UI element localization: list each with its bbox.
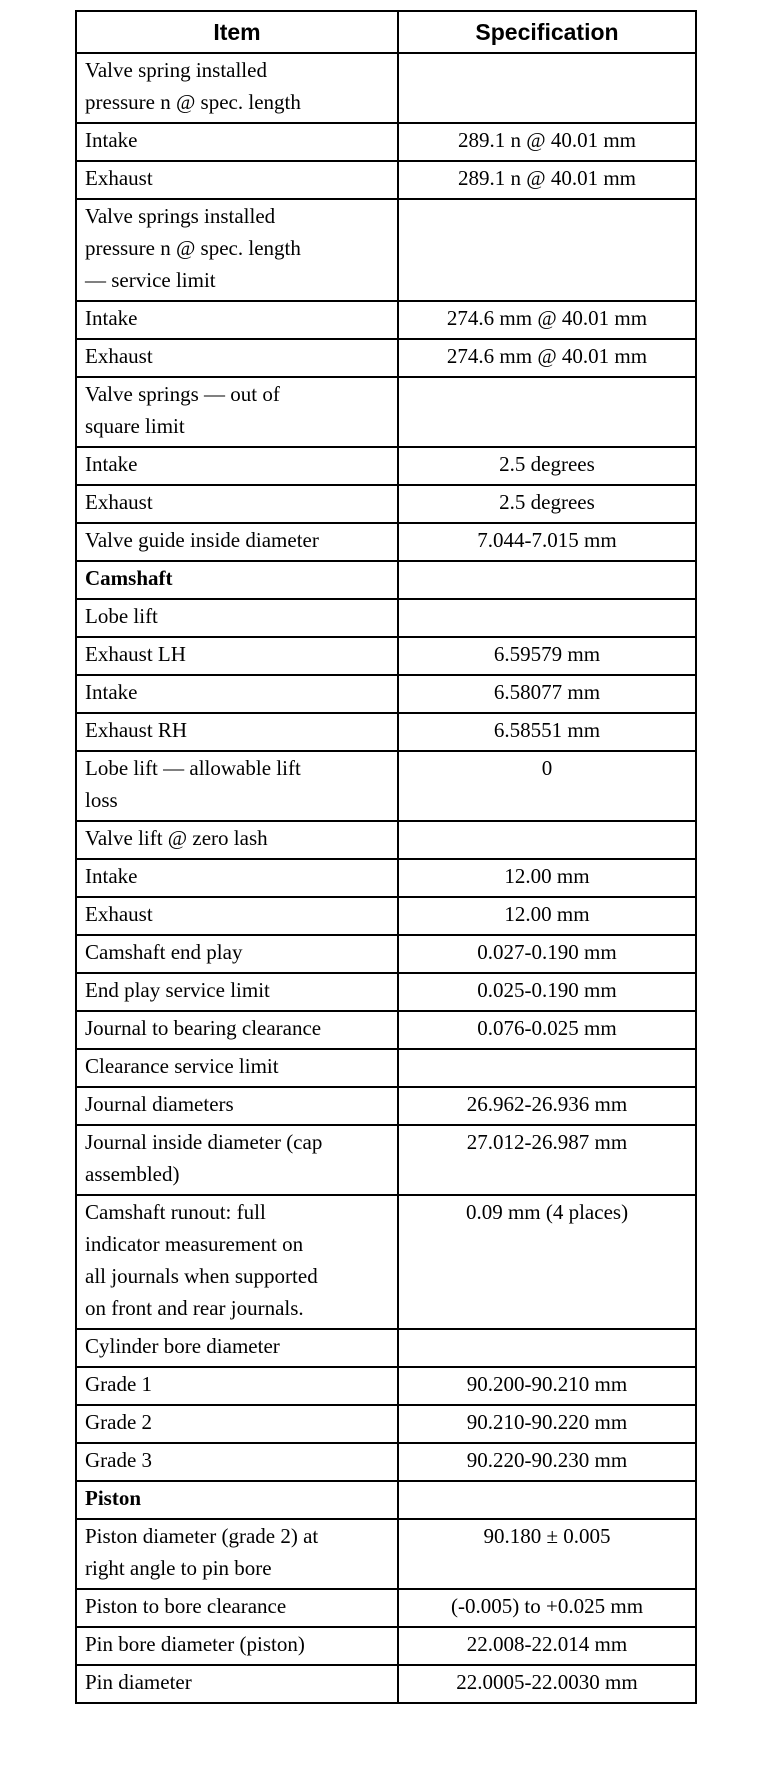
spec-value: 2.5 degrees bbox=[499, 490, 595, 514]
table-row bbox=[76, 1367, 696, 1405]
spec-cell bbox=[398, 1011, 696, 1049]
item-line: right angle to pin bore bbox=[85, 1556, 272, 1580]
table-row bbox=[76, 377, 696, 447]
spec-cell bbox=[398, 713, 696, 751]
item-cell bbox=[76, 973, 398, 1011]
item-line: all journals when supported bbox=[85, 1264, 318, 1288]
spec-cell bbox=[398, 523, 696, 561]
item-cell bbox=[76, 1519, 398, 1589]
spec-value: 26.962-26.936 mm bbox=[466, 1092, 628, 1116]
spec-value: (-0.005) to +0.025 mm bbox=[450, 1594, 644, 1618]
spec-cell bbox=[398, 1589, 696, 1627]
item-line: — service limit bbox=[85, 268, 216, 292]
spec-cell bbox=[398, 1405, 696, 1443]
spec-cell bbox=[398, 1049, 696, 1087]
spec-value: 6.58077 mm bbox=[493, 680, 601, 704]
table-row bbox=[76, 1627, 696, 1665]
spec-cell bbox=[398, 1087, 696, 1125]
item-line: Exhaust bbox=[85, 344, 153, 368]
item-line: square limit bbox=[85, 414, 185, 438]
item-line: Camshaft bbox=[85, 566, 173, 590]
item-line: Exhaust bbox=[85, 902, 153, 926]
spec-value: 0.076-0.025 mm bbox=[477, 1016, 617, 1040]
item-cell bbox=[76, 1125, 398, 1195]
item-line: Clearance service limit bbox=[85, 1054, 279, 1078]
spec-cell bbox=[398, 859, 696, 897]
table-row bbox=[76, 973, 696, 1011]
table-row bbox=[76, 1049, 696, 1087]
table-row bbox=[76, 485, 696, 523]
item-cell bbox=[76, 1665, 398, 1703]
item-line: pressure n @ spec. length bbox=[85, 236, 301, 260]
spec-value: 12.00 mm bbox=[504, 902, 590, 926]
table-row bbox=[76, 1589, 696, 1627]
item-cell bbox=[76, 161, 398, 199]
item-line: Valve spring installed bbox=[85, 58, 267, 82]
item-line: Exhaust RH bbox=[85, 718, 188, 742]
spec-sheet bbox=[75, 10, 695, 1704]
item-cell bbox=[76, 599, 398, 637]
spec-cell bbox=[398, 637, 696, 675]
item-line: Valve guide inside diameter bbox=[85, 528, 319, 552]
spec-value: 0.025-0.190 mm bbox=[477, 978, 617, 1002]
item-cell bbox=[76, 1329, 398, 1367]
item-cell bbox=[76, 377, 398, 447]
table-row bbox=[76, 1443, 696, 1481]
table-row bbox=[76, 1519, 696, 1589]
table-row bbox=[76, 897, 696, 935]
table-row bbox=[76, 161, 696, 199]
table-row bbox=[76, 1329, 696, 1367]
item-cell bbox=[76, 713, 398, 751]
item-cell bbox=[76, 1367, 398, 1405]
table-row bbox=[76, 859, 696, 897]
item-line: Lobe lift bbox=[85, 604, 158, 628]
spec-cell bbox=[398, 339, 696, 377]
section-title bbox=[76, 1481, 398, 1519]
spec-value: 7.044-7.015 mm bbox=[477, 528, 617, 552]
table-row bbox=[76, 1125, 696, 1195]
table-row bbox=[76, 447, 696, 485]
spec-value: 90.220-90.230 mm bbox=[466, 1448, 628, 1472]
item-cell bbox=[76, 1087, 398, 1125]
item-line: Cylinder bore diameter bbox=[85, 1334, 280, 1358]
item-line: indicator measurement on bbox=[85, 1232, 304, 1256]
table-row bbox=[76, 53, 696, 123]
item-line: Intake bbox=[85, 128, 138, 152]
spec-value: 27.012-26.987 mm bbox=[466, 1130, 628, 1154]
spec-value: 289.1 n @ 40.01 mm bbox=[457, 128, 636, 152]
item-line: Camshaft runout: full bbox=[85, 1200, 266, 1224]
spec-cell bbox=[398, 897, 696, 935]
item-cell bbox=[76, 123, 398, 161]
spec-cell bbox=[398, 301, 696, 339]
spec-cell bbox=[398, 1665, 696, 1703]
spec-value: 22.0005-22.0030 mm bbox=[456, 1670, 638, 1694]
item-line: Intake bbox=[85, 306, 138, 330]
table-row bbox=[76, 821, 696, 859]
item-line: Journal diameters bbox=[85, 1092, 234, 1116]
item-cell bbox=[76, 1195, 398, 1329]
table-row bbox=[76, 751, 696, 821]
item-cell bbox=[76, 935, 398, 973]
section-row bbox=[76, 1481, 696, 1519]
table-row bbox=[76, 1195, 696, 1329]
item-line: Journal to bearing clearance bbox=[85, 1016, 322, 1040]
spec-value: 90.200-90.210 mm bbox=[466, 1372, 628, 1396]
table-row bbox=[76, 935, 696, 973]
spec-cell bbox=[398, 1125, 696, 1195]
table-row bbox=[76, 199, 696, 301]
item-line: Intake bbox=[85, 452, 138, 476]
item-cell bbox=[76, 339, 398, 377]
item-cell bbox=[76, 1443, 398, 1481]
table-row bbox=[76, 1011, 696, 1049]
item-cell bbox=[76, 637, 398, 675]
item-line: Exhaust LH bbox=[85, 642, 186, 666]
item-cell bbox=[76, 1011, 398, 1049]
spec-value: 6.59579 mm bbox=[493, 642, 601, 666]
spec-cell bbox=[398, 675, 696, 713]
item-cell bbox=[76, 1405, 398, 1443]
spec-cell bbox=[398, 561, 696, 599]
spec-cell bbox=[398, 1195, 696, 1329]
spec-cell bbox=[398, 199, 696, 301]
spec-value: 12.00 mm bbox=[504, 864, 590, 888]
item-line: Journal inside diameter (cap bbox=[85, 1130, 323, 1154]
item-line: Intake bbox=[85, 864, 138, 888]
spec-value: 274.6 mm @ 40.01 mm bbox=[446, 306, 648, 330]
item-cell bbox=[76, 53, 398, 123]
spec-value: 0 bbox=[541, 756, 553, 780]
spec-value: 90.180 ± 0.005 bbox=[483, 1524, 611, 1548]
item-cell bbox=[76, 751, 398, 821]
spec-cell bbox=[398, 53, 696, 123]
spec-cell bbox=[398, 973, 696, 1011]
item-cell bbox=[76, 447, 398, 485]
table-row bbox=[76, 1405, 696, 1443]
item-line: Piston bbox=[85, 1486, 142, 1510]
item-cell bbox=[76, 859, 398, 897]
item-cell bbox=[76, 485, 398, 523]
item-line: Intake bbox=[85, 680, 138, 704]
spec-cell bbox=[398, 377, 696, 447]
specification-header: Specification bbox=[398, 11, 696, 53]
item-line: Valve springs installed bbox=[85, 204, 276, 228]
item-line: Exhaust bbox=[85, 490, 153, 514]
table-row bbox=[76, 123, 696, 161]
item-line: Pin diameter bbox=[85, 1670, 192, 1694]
spec-cell bbox=[398, 1519, 696, 1589]
spec-value: 6.58551 mm bbox=[493, 718, 601, 742]
spec-cell bbox=[398, 1329, 696, 1367]
spec-cell bbox=[398, 1367, 696, 1405]
spec-cell bbox=[398, 1481, 696, 1519]
spec-cell bbox=[398, 447, 696, 485]
spec-cell bbox=[398, 751, 696, 821]
item-line: Valve springs — out of bbox=[85, 382, 280, 406]
table-row bbox=[76, 599, 696, 637]
spec-cell bbox=[398, 821, 696, 859]
table-row bbox=[76, 1087, 696, 1125]
spec-value: 2.5 degrees bbox=[499, 452, 595, 476]
table-row bbox=[76, 713, 696, 751]
spec-value: 0.027-0.190 mm bbox=[477, 940, 617, 964]
spec-cell bbox=[398, 161, 696, 199]
item-line: pressure n @ spec. length bbox=[85, 90, 301, 114]
item-cell bbox=[76, 897, 398, 935]
item-line: Grade 3 bbox=[85, 1448, 153, 1472]
item-cell bbox=[76, 1627, 398, 1665]
item-cell bbox=[76, 675, 398, 713]
spec-value: 90.210-90.220 mm bbox=[466, 1410, 628, 1434]
item-line: Grade 1 bbox=[85, 1372, 153, 1396]
item-line: Piston diameter (grade 2) at bbox=[85, 1524, 319, 1548]
item-line: Exhaust bbox=[85, 166, 153, 190]
spec-value: 0.09 mm (4 places) bbox=[465, 1200, 629, 1224]
spec-cell bbox=[398, 1443, 696, 1481]
table-row bbox=[76, 675, 696, 713]
item-line: loss bbox=[85, 788, 118, 812]
spec-cell bbox=[398, 123, 696, 161]
spec-value: 22.008-22.014 mm bbox=[466, 1632, 628, 1656]
spec-cell bbox=[398, 485, 696, 523]
item-line: assembled) bbox=[85, 1162, 180, 1186]
table-row bbox=[76, 523, 696, 561]
item-cell bbox=[76, 301, 398, 339]
header-row bbox=[76, 11, 696, 53]
table-row bbox=[76, 301, 696, 339]
item-line: Valve lift @ zero lash bbox=[85, 826, 268, 850]
spec-cell bbox=[398, 1627, 696, 1665]
spec-cell bbox=[398, 599, 696, 637]
item-cell bbox=[76, 199, 398, 301]
item-line: Lobe lift — allowable lift bbox=[85, 756, 301, 780]
item-line: Grade 2 bbox=[85, 1410, 153, 1434]
table-row bbox=[76, 637, 696, 675]
table-row bbox=[76, 339, 696, 377]
spec-table bbox=[75, 10, 697, 1704]
section-row bbox=[76, 561, 696, 599]
item-header: Item bbox=[76, 11, 398, 53]
item-cell bbox=[76, 821, 398, 859]
item-cell bbox=[76, 1589, 398, 1627]
item-line: Pin bore diameter (piston) bbox=[85, 1632, 305, 1656]
spec-value: 274.6 mm @ 40.01 mm bbox=[446, 344, 648, 368]
spec-table-body bbox=[76, 53, 696, 1703]
section-title bbox=[76, 561, 398, 599]
spec-cell bbox=[398, 935, 696, 973]
item-cell bbox=[76, 1049, 398, 1087]
item-line: Camshaft end play bbox=[85, 940, 243, 964]
item-line: End play service limit bbox=[85, 978, 270, 1002]
item-line: on front and rear journals. bbox=[85, 1296, 304, 1320]
spec-value: 289.1 n @ 40.01 mm bbox=[457, 166, 636, 190]
item-line: Piston to bore clearance bbox=[85, 1594, 287, 1618]
item-cell bbox=[76, 523, 398, 561]
table-row bbox=[76, 1665, 696, 1703]
